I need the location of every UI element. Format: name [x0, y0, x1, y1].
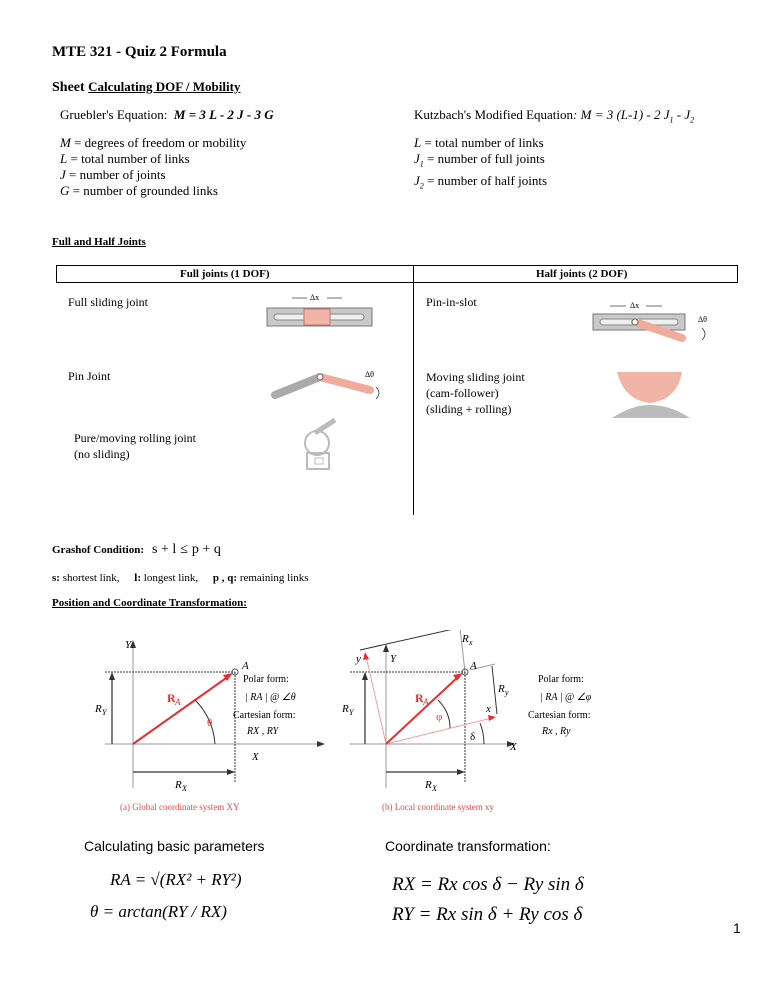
theta-formula: θ = arctan(RY / RX): [90, 902, 227, 921]
symbol: s:: [52, 572, 60, 584]
axis-X-label: X: [510, 741, 517, 753]
col-half-joints: Half joints (2 DOF): [536, 268, 628, 280]
sub: 1: [419, 159, 424, 169]
joints-table-header: [56, 265, 738, 283]
symbol: J: [414, 151, 420, 166]
axis-Y-label: Y: [390, 653, 397, 665]
label-line: (no sliding): [74, 447, 130, 461]
RX-sub: X: [182, 784, 187, 793]
sub: 2: [419, 181, 424, 191]
kutzbach-formula: : M = 3 (L-1) - 2 J: [573, 107, 670, 122]
joints-heading: Full and Half Joints: [52, 236, 146, 248]
table-divider: [413, 265, 414, 515]
symbol: J: [414, 172, 420, 188]
axis-x-label: x: [486, 703, 491, 715]
pin-in-slot-label: Pin-in-slot: [426, 295, 477, 309]
cam-follower-label: [426, 369, 525, 417]
label-line: (sliding + rolling): [426, 402, 512, 416]
RY-label: R: [95, 703, 102, 715]
ra-magnitude-formula: RA = √(RX² + RY²): [110, 870, 242, 889]
definition: = number of grounded links: [69, 183, 218, 198]
cartesian-form-value: Rx , Ry: [542, 726, 571, 737]
phi-label: φ: [436, 711, 443, 723]
grashof-definitions: [52, 572, 309, 584]
RY-sub: Y: [349, 708, 354, 717]
gruebler-equation: [60, 107, 274, 123]
symbol: p , q:: [212, 572, 238, 584]
full-sliding-joint-image: [262, 290, 377, 335]
heading-text: Calculating DOF / Mobility: [88, 79, 241, 94]
Rx-label: R: [462, 633, 469, 645]
caption-b: (b) Local coordinate system xy: [382, 802, 494, 812]
col-full-joints: Full joints (1 DOF): [180, 268, 270, 280]
basic-parameters-heading: Calculating basic parameters: [84, 838, 265, 854]
delta-label: δ: [470, 731, 476, 743]
dx-label: Δx: [310, 293, 320, 302]
dx-label: Δx: [630, 301, 640, 310]
Ry-sub: y: [505, 688, 509, 697]
axis-y-label: y: [356, 653, 361, 665]
definition: = number of half joints: [423, 172, 548, 188]
section-heading: [52, 79, 240, 96]
RY-sub: Y: [102, 708, 107, 717]
point-A-label: A: [470, 660, 477, 672]
polar-form-value: | RA | @ ∠φ: [540, 692, 592, 703]
rx-transform-formula: RX = Rx cos δ − Ry sin δ: [392, 874, 584, 895]
page-number: 1: [733, 920, 741, 936]
RX-label: R: [425, 779, 432, 791]
RY-label: R: [342, 703, 349, 715]
pin-joint-image: [270, 365, 390, 405]
cam-follower-image: [612, 370, 692, 420]
symbol: L: [60, 151, 68, 166]
full-sliding-joint-label: Full sliding joint: [68, 295, 149, 309]
kutzbach-definitions: [414, 135, 547, 194]
symbol: L: [414, 135, 422, 150]
polar-form-value: | RA | @ ∠θ: [245, 692, 296, 703]
ry-transform-formula: RY = Rx sin δ + Ry cos δ: [392, 904, 583, 925]
local-coordinate-figure: [320, 630, 710, 815]
RA-sub: A: [175, 697, 181, 707]
sub: 2: [690, 115, 695, 125]
pin-in-slot-image: [590, 298, 720, 348]
sub: 1: [669, 115, 674, 125]
RA-label: R: [167, 691, 176, 705]
rolling-joint-label: [74, 430, 196, 462]
definition: longest link,: [141, 572, 199, 584]
dtheta-label: Δθ: [698, 315, 707, 324]
Ry-label: R: [498, 683, 505, 695]
grashof-label: Grashof Condition:: [52, 544, 144, 556]
label-line: Moving sliding joint: [426, 370, 525, 384]
gruebler-formula: M = 3 L - 2 J - 3 G: [173, 107, 274, 122]
symbol: M: [60, 135, 71, 150]
cartesian-form-value: RX , RY: [247, 726, 279, 737]
RX-label: R: [175, 779, 182, 791]
grashof-rhs: p + q: [191, 542, 221, 557]
heading-prefix: Sheet: [52, 80, 85, 95]
RA-label: R: [415, 691, 424, 705]
cartesian-form-label: Cartesian form:: [233, 710, 296, 721]
symbol: J: [60, 167, 66, 182]
cartesian-form-label: Cartesian form:: [528, 710, 591, 721]
kutzbach-formula-mid: - J: [673, 107, 691, 122]
axis-Y-label: Y: [125, 639, 132, 651]
definition: = number of full joints: [423, 151, 545, 166]
axis-X-label: X: [252, 751, 259, 763]
caption-a: (a) Global coordinate system XY: [120, 802, 240, 812]
definition: remaining links: [237, 572, 309, 584]
dtheta-label: Δθ: [365, 370, 374, 379]
gruebler-definitions: [60, 135, 246, 199]
grashof-op: ≤: [180, 542, 188, 557]
point-A-label: A: [242, 660, 249, 672]
Rx-sub: x: [469, 638, 473, 647]
theta-label: θ: [207, 717, 213, 729]
grashof-lhs: s + l: [152, 542, 177, 557]
symbol: l:: [134, 572, 142, 584]
page-title: MTE 321 - Quiz 2 Formula: [52, 44, 227, 60]
kutzbach-label: Kutzbach's Modified Equation: [414, 107, 574, 122]
RX-sub: X: [432, 784, 437, 793]
grashof-condition: [52, 540, 221, 558]
gruebler-label: Gruebler's Equation:: [60, 107, 168, 122]
global-coordinate-figure: [95, 630, 335, 815]
RA-sub: A: [423, 697, 429, 707]
definition: = total number of links: [421, 135, 544, 150]
label-line: Pure/moving rolling joint: [74, 431, 196, 445]
definition: = number of joints: [65, 167, 166, 182]
symbol: G: [60, 183, 70, 198]
definition: = degrees of freedom or mobility: [70, 135, 247, 150]
definition: = total number of links: [67, 151, 190, 166]
pin-joint-label: Pin Joint: [68, 369, 111, 383]
label-line: (cam-follower): [426, 386, 499, 400]
kutzbach-equation: [414, 107, 694, 125]
coordinate-transformation-heading: Coordinate transformation:: [385, 838, 551, 854]
position-heading: Position and Coordinate Transformation:: [52, 597, 247, 609]
polar-form-label: Polar form:: [243, 674, 289, 685]
rolling-joint-image: [295, 415, 345, 475]
definition: shortest link,: [59, 572, 120, 584]
polar-form-label: Polar form:: [538, 674, 584, 685]
